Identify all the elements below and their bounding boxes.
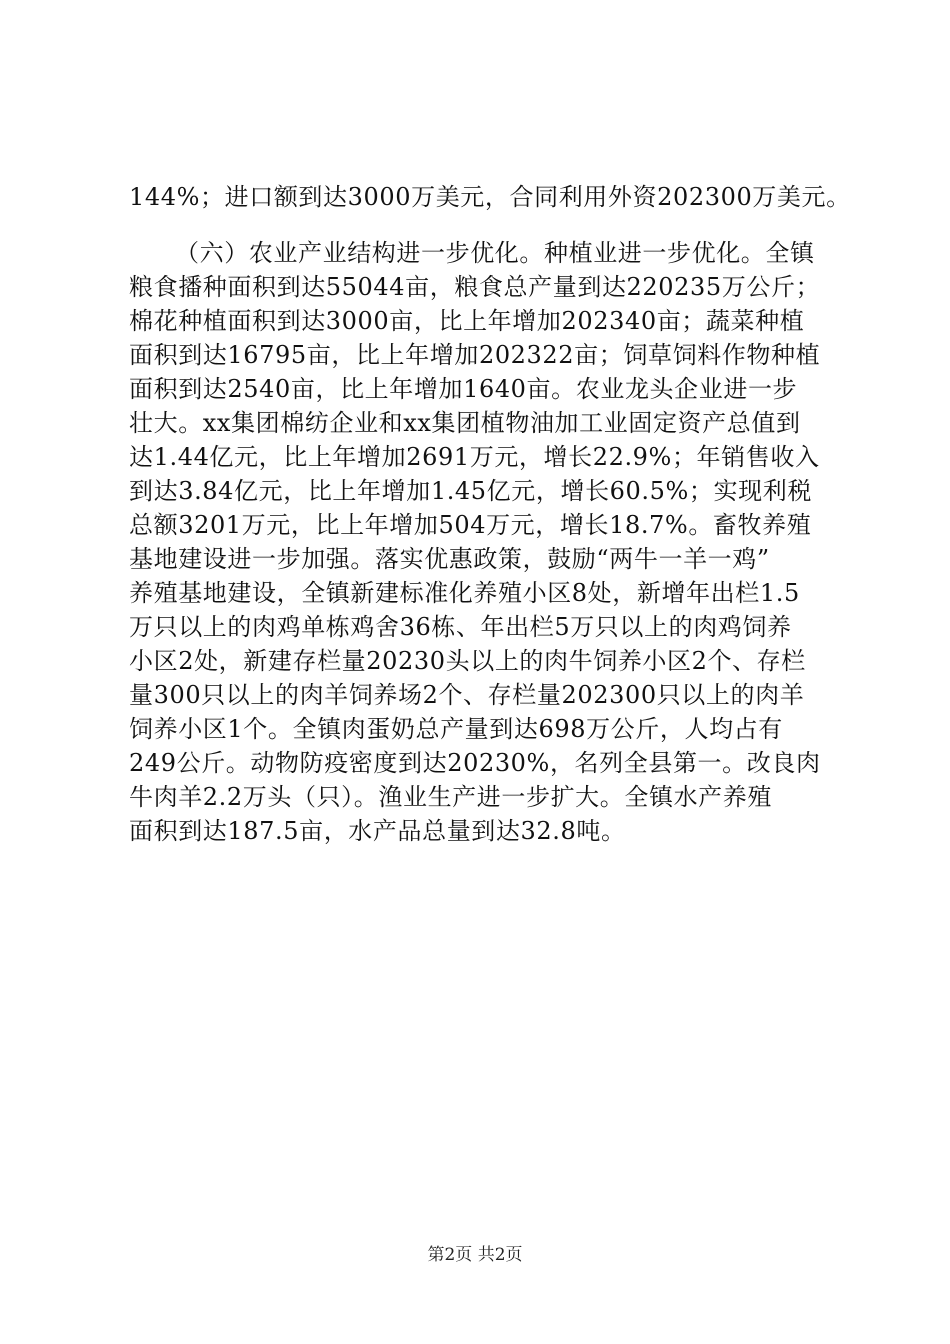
paragraph-line: 面积到达187.5亩，水产品总量到达32.8吨。	[129, 817, 626, 845]
paragraph-line: 基地建设进一步加强。落实优惠政策，鼓励“两牛一羊一鸡”	[129, 545, 770, 573]
paragraph-line: 小区2处，新建存栏量20230头以上的肉牛饲养小区2个、存栏	[129, 647, 806, 675]
paragraph-line: 壮大。xx集团棉纺企业和xx集团植物油加工业固定资产总值到	[129, 409, 801, 437]
paragraph-line: 饲养小区1个。全镇肉蛋奶总产量到达698万公斤，人均占有	[129, 715, 783, 743]
paragraph-line: 牛肉羊2.2万头（只）。渔业生产进一步扩大。全镇水产养殖	[129, 783, 772, 811]
paragraph-line: 量300只以上的肉羊饲养场2个、存栏量202300只以上的肉羊	[129, 681, 805, 709]
continuation-line: 144%；进口额到达3000万美元，合同利用外资202300万美元。	[129, 183, 851, 211]
paragraph-line: 万只以上的肉鸡单栋鸡舍36栋、年出栏5万只以上的肉鸡饲养	[129, 613, 792, 641]
paragraph-line: 养殖基地建设，全镇新建标准化养殖小区8处，新增年出栏1.5	[129, 579, 800, 607]
paragraph-line: 面积到达2540亩，比上年增加1640亩。农业龙头企业进一步	[129, 375, 798, 403]
paragraph-line: 到达3.84亿元，比上年增加1.45亿元，增长60.5%；实现利税	[129, 477, 812, 505]
paragraph-line: 棉花种植面积到达3000亩，比上年增加202340亩；蔬菜种植	[129, 307, 805, 335]
paragraph-line: 面积到达16795亩，比上年增加202322亩；饲草饲料作物种植	[129, 341, 821, 369]
paragraph-line: （六）农业产业结构进一步优化。种植业进一步优化。全镇	[175, 239, 815, 267]
page-footer: 第2页 共2页	[427, 1245, 523, 1265]
paragraph-line: 达1.44亿元，比上年增加2691万元，增长22.9%；年销售收入	[129, 443, 820, 471]
paragraph-line: 249公斤。动物防疫密度到达20230%，名列全县第一。改良肉	[129, 749, 821, 777]
paragraph-line: 总额3201万元，比上年增加504万元，增长18.7%。畜牧养殖	[129, 511, 812, 539]
paragraph-line: 粮食播种面积到达55044亩，粮食总产量到达220235万公斤；	[129, 273, 821, 301]
